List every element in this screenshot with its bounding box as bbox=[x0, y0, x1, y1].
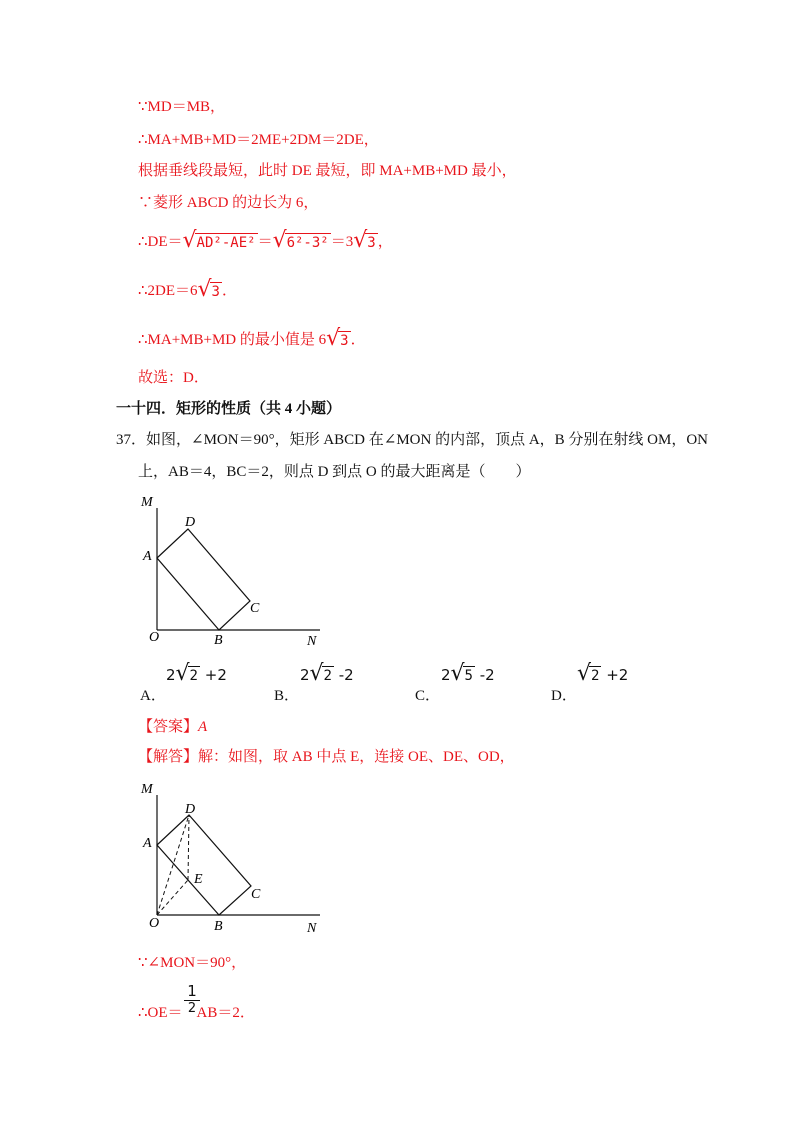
line-end: ， bbox=[377, 234, 393, 250]
radical-sign-icon: √ bbox=[326, 325, 341, 351]
radicand: 2 bbox=[323, 668, 332, 684]
sqrt-ad-ae bbox=[182, 227, 258, 253]
de-prefix: ∴DE＝ bbox=[138, 234, 183, 250]
label-e: E bbox=[194, 872, 203, 887]
sqrt-2 bbox=[577, 661, 601, 686]
radical-sign-icon: √ bbox=[175, 661, 190, 686]
solution-line-1: ∵MD＝MB， bbox=[138, 99, 226, 115]
radical-sign-icon: √ bbox=[197, 276, 212, 302]
tail: +2 bbox=[601, 666, 629, 684]
question-line-1 bbox=[116, 430, 708, 450]
coef: 2 bbox=[300, 666, 310, 684]
option-d-label: D． bbox=[551, 688, 577, 704]
sqrt-3 bbox=[197, 276, 222, 302]
coef: 2 bbox=[441, 666, 451, 684]
analysis-text: 解：如图，取 AB 中点 E，连接 OE、DE、OD， bbox=[198, 749, 515, 765]
tail: -2 bbox=[474, 666, 495, 684]
option-b-expr bbox=[300, 661, 354, 686]
segment-oe bbox=[157, 880, 188, 915]
fraction-numerator: 1 bbox=[184, 982, 200, 1001]
radicand: AD²-AE² bbox=[196, 234, 256, 251]
option-a-expr bbox=[166, 661, 227, 686]
label-a: A bbox=[143, 836, 152, 851]
rectangle-abcd bbox=[157, 529, 250, 630]
solution-bottom-line-2 bbox=[138, 1003, 255, 1023]
question-line-2: 上，AB＝4，BC＝2，则点 D 到点 O 的最大距离是（ ） bbox=[138, 464, 531, 480]
option-b-label: B． bbox=[274, 688, 300, 704]
line-end: ． bbox=[350, 332, 366, 348]
label-d: D bbox=[185, 515, 196, 530]
label-o: O bbox=[149, 916, 160, 931]
label-m: M bbox=[141, 495, 153, 510]
label-b: B bbox=[214, 919, 223, 934]
fraction-denominator: 2 bbox=[187, 1001, 197, 1016]
option-c-label: C． bbox=[415, 688, 441, 704]
radical-sign-icon: √ bbox=[272, 227, 287, 253]
oe-suffix: AB＝2． bbox=[196, 1005, 255, 1021]
radicand: 3 bbox=[211, 283, 220, 300]
sqrt-5 bbox=[450, 661, 475, 686]
solution-bottom-line-1: ∵∠MON＝90°， bbox=[138, 955, 247, 971]
figure-1 bbox=[135, 490, 335, 650]
radical-sign-icon: √ bbox=[182, 227, 197, 253]
solution-line-4: ∵菱形 ABCD 的边长为 6， bbox=[138, 195, 319, 211]
oe-prefix: ∴OE＝ bbox=[138, 1005, 183, 1021]
solution-line-6 bbox=[138, 276, 237, 302]
option-c-expr bbox=[441, 661, 495, 686]
label-b: B bbox=[214, 633, 223, 648]
option-b[interactable] bbox=[274, 661, 414, 706]
question-text: 如图，∠MON＝90°，矩形 ABCD 在∠MON 的内部，顶点 A，B 分别在射线 OM，ON bbox=[146, 432, 709, 448]
radicand: 5 bbox=[464, 668, 473, 684]
figure-2 bbox=[135, 775, 335, 937]
section-heading: 一十四．矩形的性质（共 4 小题） bbox=[116, 401, 342, 417]
answer-tag: 【答案】 bbox=[138, 719, 199, 735]
option-c[interactable] bbox=[415, 661, 555, 706]
solution-line-5 bbox=[138, 227, 393, 253]
radicand: 3 bbox=[340, 332, 349, 349]
rectangle-abcd bbox=[157, 815, 251, 915]
solution-line-2: ∴MA+MB+MD＝2ME+2DM＝2DE， bbox=[138, 132, 379, 148]
label-n: N bbox=[307, 634, 317, 649]
coef: 2 bbox=[166, 666, 176, 684]
label-d: D bbox=[185, 802, 196, 817]
analysis-line bbox=[138, 747, 515, 767]
label-m: M bbox=[141, 782, 153, 797]
label-n: N bbox=[307, 921, 317, 936]
option-a-label: A． bbox=[140, 688, 166, 704]
question-number: 37． bbox=[116, 432, 147, 448]
radicand: 2 bbox=[591, 668, 600, 684]
label-c: C bbox=[251, 887, 261, 902]
option-a[interactable] bbox=[140, 661, 280, 706]
sqrt-3 bbox=[353, 227, 377, 253]
solution-choice: 故选：D． bbox=[138, 370, 209, 386]
solution-line-3: 根据垂线段最短，此时 DE 最短，即 MA+MB+MD 最小， bbox=[138, 163, 517, 179]
option-d[interactable] bbox=[551, 661, 691, 706]
radical-sign-icon: √ bbox=[353, 227, 368, 253]
label-o: O bbox=[149, 630, 160, 645]
label-a: A bbox=[143, 549, 152, 564]
answer-line bbox=[138, 717, 207, 737]
analysis-tag: 【解答】 bbox=[138, 749, 199, 765]
segment-de bbox=[188, 815, 189, 880]
answer-value: A bbox=[198, 719, 208, 735]
tail: -2 bbox=[333, 666, 354, 684]
radical-sign-icon: √ bbox=[450, 661, 465, 686]
sqrt-2 bbox=[309, 661, 334, 686]
sqrt-2 bbox=[175, 661, 200, 686]
sqrt-6-3 bbox=[272, 227, 331, 253]
equals-three: ＝3 bbox=[330, 234, 354, 250]
tail: +2 bbox=[199, 666, 227, 684]
sqrt-3 bbox=[326, 325, 350, 351]
solution-line-7 bbox=[138, 325, 366, 351]
radical-sign-icon: √ bbox=[577, 661, 592, 686]
radical-sign-icon: √ bbox=[309, 661, 324, 686]
min-prefix: ∴MA+MB+MD 的最小值是 6 bbox=[138, 332, 327, 348]
radicand: 2 bbox=[189, 668, 198, 684]
option-d-expr bbox=[577, 661, 629, 686]
radicand: 3 bbox=[367, 234, 376, 251]
radicand: 6²-3² bbox=[286, 234, 329, 251]
twode-prefix: ∴2DE＝6 bbox=[138, 283, 198, 299]
line-end: ． bbox=[221, 283, 237, 299]
label-c: C bbox=[250, 601, 260, 616]
equals-sign: ＝ bbox=[257, 234, 273, 250]
